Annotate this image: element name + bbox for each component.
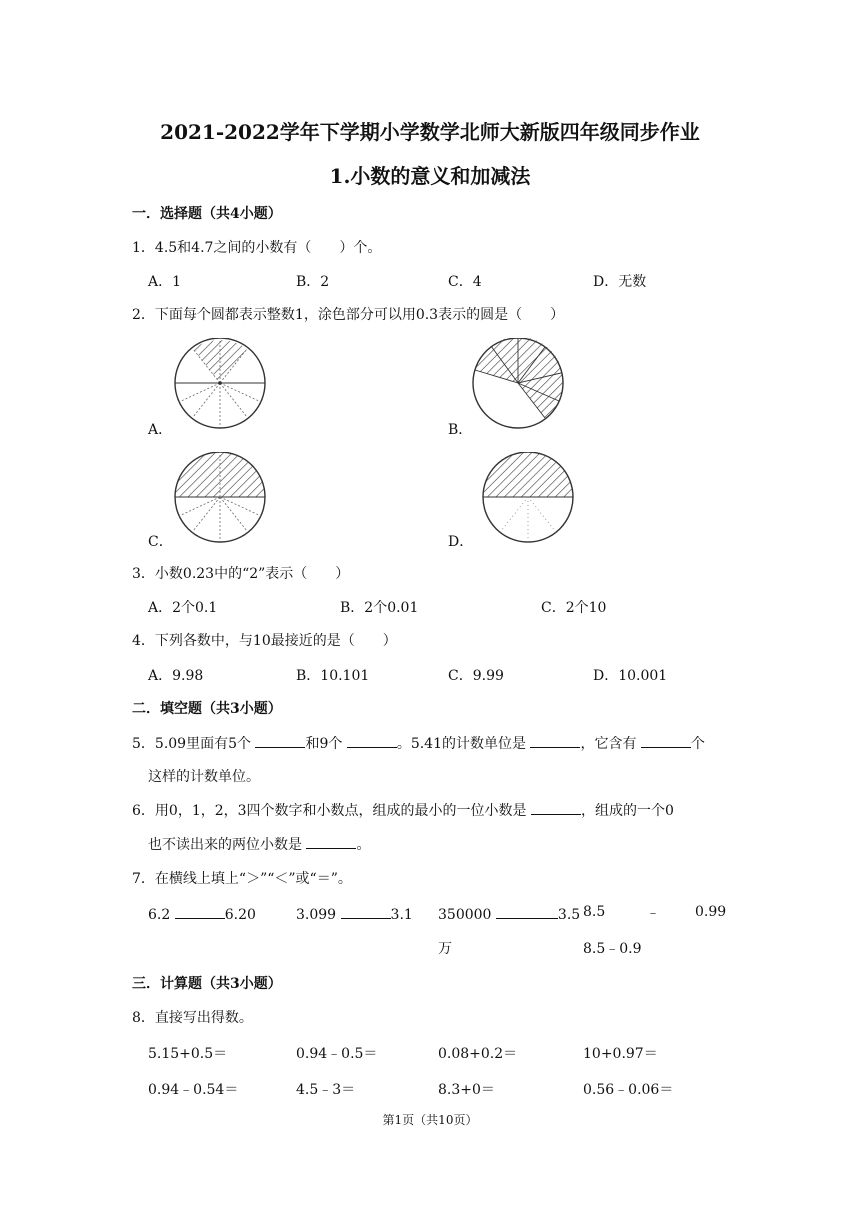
- q2-option-c: C．: [148, 534, 173, 550]
- q8-item: 10+0.97＝: [583, 1046, 658, 1062]
- q5-part-1: 5．5.09里面有5个: [132, 736, 251, 752]
- question-1: 1．4.5和4.7之间的小数有（ ）个。: [132, 240, 382, 256]
- q8-item: 8.3+0＝: [438, 1082, 495, 1098]
- q1-option-b: B．2: [296, 274, 330, 290]
- q7-c2-left: 3.099: [296, 907, 337, 923]
- question-6-line-2: [148, 834, 370, 854]
- q2-option-b: B．: [448, 422, 473, 438]
- q8-item: 0.56﹣0.06＝: [583, 1082, 674, 1098]
- q7-c3-right: 3.5: [557, 907, 581, 923]
- q6-line2-end: 。: [356, 837, 371, 853]
- question-7: 7．在横线上填上“＞”“＜”或“＝”。: [132, 871, 352, 887]
- q2-option-a: A．: [148, 422, 173, 438]
- q4-option-d: D．10.001: [593, 668, 668, 684]
- question-5-line-2: 这样的计数单位。: [148, 769, 260, 785]
- q5-part-3: 。5.41的计数单位是: [396, 736, 526, 752]
- q5-blank-4[interactable]: [641, 733, 691, 748]
- question-4: 4．下列各数中，与10最接近的是（ ）: [132, 633, 397, 649]
- q8-item: 0.08+0.2＝: [438, 1046, 518, 1062]
- q3-option-a: A．2个0.1: [148, 600, 218, 616]
- q4-option-a: A．9.98: [148, 668, 204, 684]
- circle-b-figure: [471, 338, 565, 432]
- section-heading-fill: 二．填空题（共3小题）: [132, 701, 282, 717]
- q7-blank-2[interactable]: [341, 904, 391, 919]
- q6-blank-2[interactable]: [306, 834, 356, 849]
- q5-blank-1[interactable]: [255, 733, 305, 748]
- q8-item: 0.94﹣0.5＝: [296, 1046, 378, 1062]
- q4-option-c: C．9.99: [448, 668, 504, 684]
- q8-item: 0.94﹣0.54＝: [148, 1082, 239, 1098]
- q5-blank-2[interactable]: [347, 733, 397, 748]
- q7-c4-left: 8.5: [583, 904, 606, 920]
- question-8: 8．直接写出得数。: [132, 1010, 253, 1026]
- page-footer: 第1页（共10页）: [382, 1113, 478, 1127]
- q1-option-c: C．4: [448, 274, 482, 290]
- q7-c4-right: 8.5﹣0.9: [583, 941, 642, 957]
- q7-c3-left: 350000: [438, 907, 492, 923]
- q5-blank-3[interactable]: [530, 733, 580, 748]
- q5-part-4: ，它含有: [580, 736, 637, 752]
- q7-blank-1[interactable]: [175, 904, 225, 919]
- q1-option-d: D．无数: [593, 274, 647, 290]
- q1-option-a: A．1: [148, 274, 182, 290]
- q7-c4-blank-mark: ﹣: [646, 905, 660, 921]
- q4-option-b: B．10.101: [296, 668, 370, 684]
- q6-part-1: 6．用0，1，2，3四个数字和小数点，组成的最小的一位小数是: [132, 803, 527, 819]
- question-3: 3．小数0.23中的“2”表示（ ）: [132, 566, 350, 582]
- page-title: 2021-2022学年下学期小学数学北师大新版四年级同步作业: [160, 120, 700, 144]
- question-5: [132, 733, 705, 753]
- q6-line2-text: 也不读出来的两位小数是: [148, 837, 302, 853]
- page-subtitle: 1.小数的意义和加减法: [329, 164, 531, 188]
- q3-option-c: C．2个10: [541, 600, 607, 616]
- q7-c2-right: 3.1: [390, 907, 413, 923]
- q7-c4-value: 0.99: [695, 904, 727, 920]
- section-heading-choice: 一．选择题（共4小题）: [132, 206, 282, 222]
- circle-d-figure: [481, 452, 575, 546]
- question-6: [132, 800, 674, 820]
- q7-c1-left: 6.2: [148, 907, 171, 923]
- q7-compare-1: [148, 904, 256, 923]
- q7-c3-unit: 万: [438, 941, 452, 957]
- q5-part-2: 和9个: [305, 736, 343, 752]
- q6-blank-1[interactable]: [531, 800, 581, 815]
- q7-compare-2: [296, 904, 413, 923]
- q3-option-b: B．2个0.01: [340, 600, 419, 616]
- q7-blank-3[interactable]: [496, 904, 558, 919]
- q2-option-d: D．: [448, 534, 474, 550]
- q8-item: 4.5﹣3＝: [296, 1082, 356, 1098]
- q7-compare-3: [438, 904, 580, 923]
- question-2: 2．下面每个圆都表示整数1，涂色部分可以用0.3表示的圆是（ ）: [132, 307, 565, 323]
- section-heading-calc: 三．计算题（共3小题）: [132, 976, 282, 992]
- circle-c-figure: [173, 452, 267, 546]
- q8-item: 5.15+0.5＝: [148, 1046, 228, 1062]
- q6-part-2: ，组成的一个0: [581, 803, 674, 819]
- q7-c1-right: 6.20: [224, 907, 256, 923]
- q5-part-5: 个: [690, 736, 705, 752]
- circle-a-figure: [173, 338, 267, 432]
